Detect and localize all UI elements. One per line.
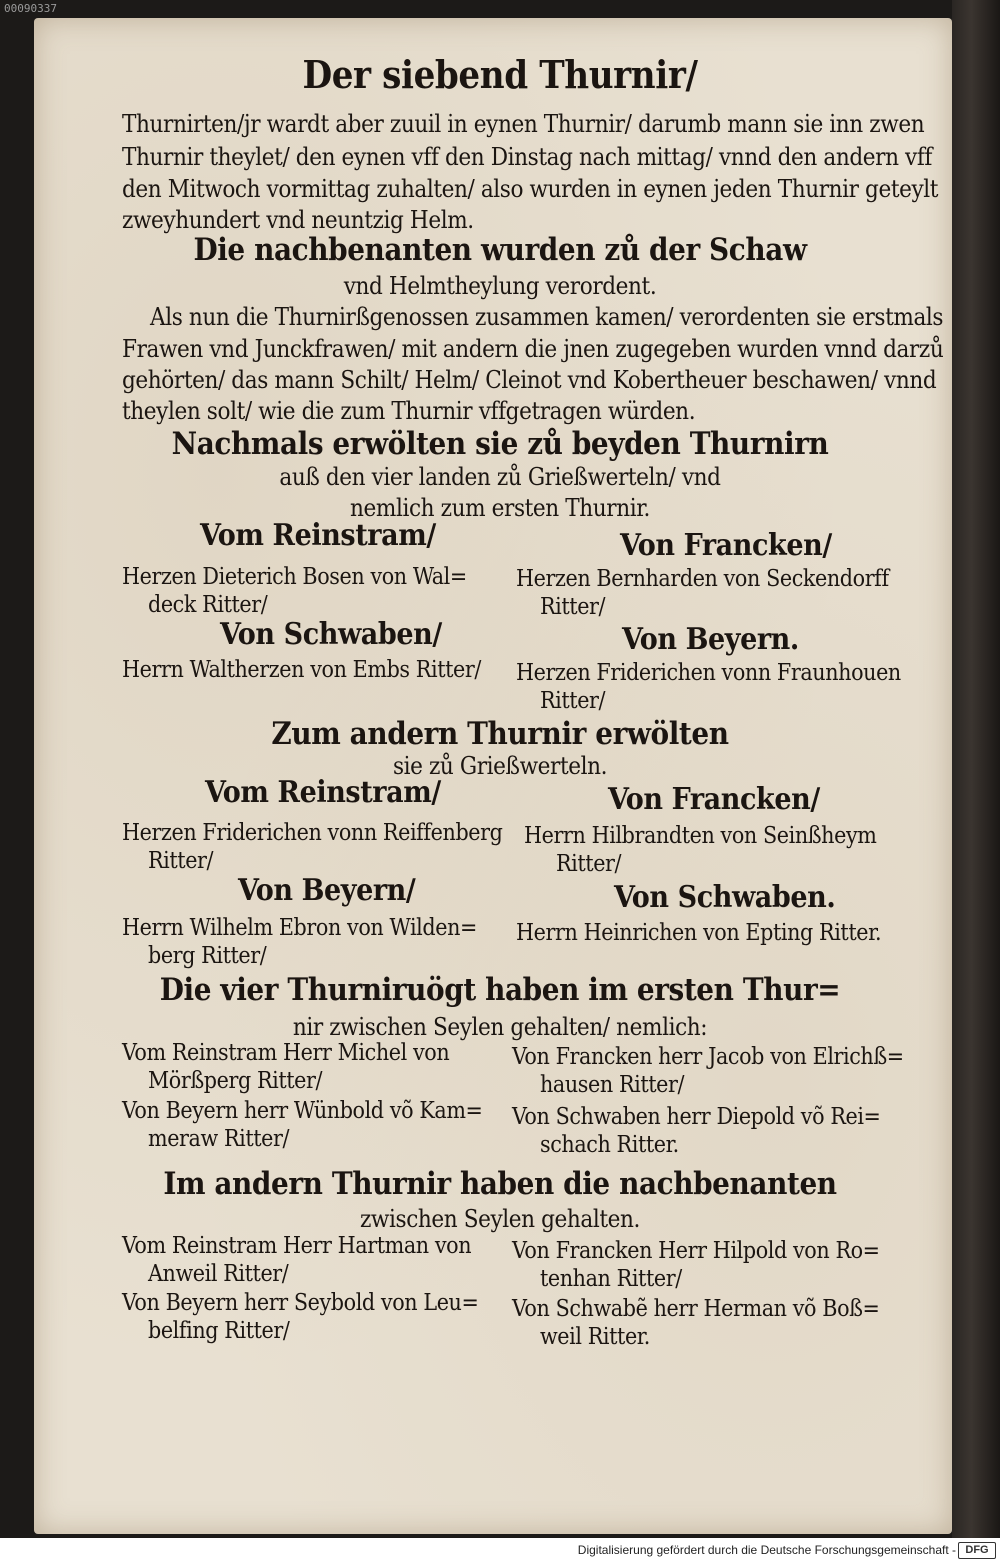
para-schaw-line-2: Frawen vnd Junckfrawen/ mit andern die jnen zugegeben wurden vnnd darzů	[122, 335, 944, 363]
footer-credit: Digitalisierung gefördert durch die Deutsche Forschungsgemeinschaft -	[577, 1543, 956, 1557]
first-beyern-heading: Von Beyern.	[622, 622, 799, 657]
andern-right-1-line-2: tenhan Ritter/	[540, 1266, 682, 1292]
second-schwaben-line-1: Herrn Heinrichen von Epting Ritter.	[516, 920, 882, 946]
first-francken-heading: Von Francken/	[620, 528, 832, 563]
first-francken-line-2: Ritter/	[540, 594, 606, 620]
footer-bar	[0, 1538, 1000, 1562]
second-francken-line-2: Ritter/	[556, 851, 622, 877]
andern-right-2-line-2: weil Ritter.	[540, 1324, 650, 1350]
second-beyern-line-2: berg Ritter/	[148, 943, 267, 969]
intro-line-3: den Mitwoch vormittag zuhalten/ also wurden in eynen jeden Thurnir geteylt	[122, 175, 939, 203]
heading-second-election-line-2: sie zů Grießwerteln.	[392, 752, 608, 780]
andern-left-2-line-2: belfing Ritter/	[148, 1318, 290, 1344]
first-schwaben-heading: Von Schwaben/	[220, 617, 442, 652]
intro-line-2: Thurnir theylet/ den eynen vff den Dinstag nach mittag/ vnnd den andern vff	[122, 143, 933, 171]
second-beyern-line-1: Herrn Wilhelm Ebron von Wilden=	[122, 915, 477, 941]
second-francken-heading: Von Francken/	[608, 782, 820, 817]
second-reinstram-line-2: Ritter/	[148, 848, 214, 874]
scan-id: 00090337	[4, 2, 57, 15]
voegte-right-1-line-1: Von Francken herr Jacob von Elrichß=	[512, 1044, 904, 1070]
intro-line-1: Thurnirten/jr wardt aber zuuil in eynen Thurnir/ darumb mann sie inn zwen	[122, 110, 925, 138]
voegte-left-1-line-1: Vom Reinstram Herr Michel von	[122, 1040, 450, 1066]
heading-voegte-line-2: nir zwischen Seylen gehalten/ nemlich:	[292, 1013, 708, 1041]
heading-andern: Im andern Thurnir haben die nachbenanten	[163, 1166, 837, 1202]
book-edge	[952, 0, 1000, 1538]
heading-andern-line-2: zwischen Seylen gehalten.	[359, 1205, 641, 1233]
voegte-left-2-line-1: Von Beyern herr Wünbold võ Kam=	[122, 1098, 483, 1124]
heading-first-election-line-2: auß den vier landen zů Grießwerteln/ vnd	[279, 463, 721, 491]
second-reinstram-line-1: Herzen Friderichen vonn Reiffenberg	[122, 820, 503, 846]
heading-second-election: Zum andern Thurnir erwölten	[271, 716, 729, 752]
running-head: Der siebend Thurnir/	[302, 52, 698, 97]
first-reinstram-line-1: Herzen Dieterich Bosen von Wal=	[122, 564, 467, 590]
heading-voegte: Die vier Thurniruögt haben im ersten Thur=	[159, 972, 841, 1008]
intro-line-4: zweyhundert vnd neuntzig Helm.	[122, 206, 474, 234]
para-schaw-line-1: Als nun die Thurnirßgenossen zusammen kamen/ verordenten sie erstmals	[150, 303, 944, 331]
second-francken-line-1: Herrn Hilbrandten von Seinßheym	[524, 823, 877, 849]
first-reinstram-line-2: deck Ritter/	[148, 592, 268, 618]
para-schaw-line-4: theylen solt/ wie die zum Thurnir vffgetragen würden.	[122, 397, 696, 425]
para-schaw-line-3: gehörten/ das mann Schilt/ Helm/ Cleinot vnd Kobertheuer beschawen/ vnnd	[122, 366, 937, 394]
voegte-left-2-line-2: meraw Ritter/	[148, 1126, 290, 1152]
dfg-logo-icon: DFG	[958, 1542, 996, 1559]
first-reinstram-heading: Vom Reinstram/	[200, 518, 436, 553]
voegte-left-1-line-2: Mörßperg Ritter/	[148, 1068, 323, 1094]
heading-first-election-line-3: nemlich zum ersten Thurnir.	[350, 494, 650, 522]
first-beyern-line-2: Ritter/	[540, 688, 606, 714]
heading-first-election: Nachmals erwölten sie zů beyden Thurnirn	[171, 426, 829, 462]
first-schwaben-line-1: Herrn Waltherzen von Embs Ritter/	[122, 657, 481, 683]
voegte-right-1-line-2: hausen Ritter/	[540, 1072, 685, 1098]
andern-left-1-line-2: Anweil Ritter/	[148, 1261, 289, 1287]
andern-left-2-line-1: Von Beyern herr Seybold von Leu=	[122, 1290, 479, 1316]
andern-left-1-line-1: Vom Reinstram Herr Hartman von	[122, 1233, 472, 1259]
heading-schaw: Die nachbenanten wurden zů der Schaw	[193, 232, 807, 268]
second-reinstram-heading: Vom Reinstram/	[205, 775, 441, 810]
voegte-right-2-line-1: Von Schwaben herr Diepold võ Rei=	[512, 1104, 881, 1130]
second-beyern-heading: Von Beyern/	[238, 873, 416, 908]
second-schwaben-heading: Von Schwaben.	[614, 880, 836, 915]
first-beyern-line-1: Herzen Friderichen vonn Fraunhouen	[516, 660, 901, 686]
voegte-right-2-line-2: schach Ritter.	[540, 1132, 679, 1158]
first-francken-line-1: Herzen Bernharden von Seckendorff	[516, 566, 889, 592]
andern-right-1-line-1: Von Francken Herr Hilpold von Ro=	[512, 1238, 880, 1264]
andern-right-2-line-1: Von Schwabẽ herr Herman võ Boß=	[512, 1296, 880, 1322]
heading-schaw-sub: vnd Helmtheylung verordent.	[343, 272, 657, 300]
